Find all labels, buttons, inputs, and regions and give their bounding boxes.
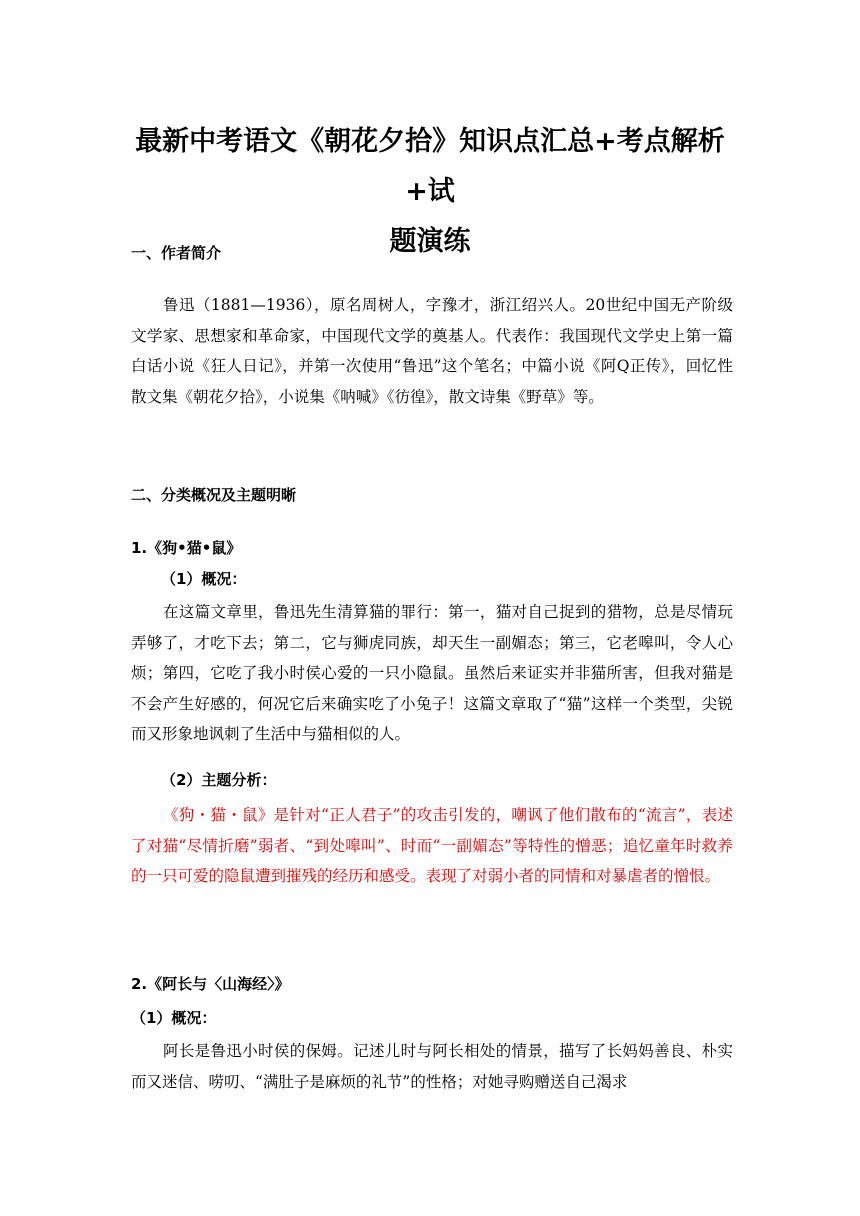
- section-heading-classification: 二、分类概况及主题明晰: [131, 486, 297, 504]
- section-heading-author: 一、作者简介: [131, 244, 222, 262]
- title-line-2: 题演练: [389, 226, 471, 257]
- author-paragraph: 鲁迅（1881—1936），原名周树人，字豫才，浙江绍兴人。20世纪中国无产阶级文学家、思想家和革命家，中国现代文学的奠基人。代表作：我国现代文学史上第一篇白话小说《狂人日记》，并第一次使用“鲁迅”这个笔名；中篇小说《阿Q正传》，回忆性散文集《朝花夕拾》，小说集《呐喊》《彷徨》，散文诗集《野草》等。: [131, 296, 733, 406]
- overview-paragraph: 在这篇文章里，鲁迅先生清算猫的罪行：第一，猫对自己捉到的猎物，总是尽情玩弄够了，才吃下去；第二，它与狮虎同族，却天生一副媚态；第三，它老嗥叫，令人心烦；第四，它吃了我小时侯心爱的一只小隐鼠。虽然后来证实并非猫所害，但我对猫是不会产生好感的，何况它后来确实吃了小兔子！这篇文章取了“猫”这样一个类型，尖锐而又形象地讽刺了生活中与猫相似的人。: [131, 603, 733, 743]
- item-title-dog-cat-mouse: 1.《狗•猫•鼠》: [131, 539, 242, 557]
- title-line-1: 最新中考语文《朝花夕拾》知识点汇总+考点解析+试: [135, 126, 725, 207]
- item-title-a-chang: 2.《阿长与〈山海经〉》: [131, 975, 290, 993]
- overview-paragraph-2: 阿长是鲁迅小时侯的保姆。记述儿时与阿长相处的情景，描写了长妈妈善良、朴实而又迷信、唠叨、“满肚子是麻烦的礼节”的性格；对她寻购赠送自己渴求: [131, 1042, 733, 1091]
- overview-label: （1）概况：: [161, 570, 247, 588]
- theme-label: （2）主题分析：: [161, 771, 277, 789]
- overview-label-2: （1）概况：: [131, 1009, 217, 1027]
- theme-paragraph: 《狗・猫・鼠》是针对“正人君子”的攻击引发的，嘲讽了他们散布的“流言”，表述了对猫“尽情折磨”弱者、“到处嗥叫”、时而“一副媚态”等特性的憎恶；追忆童年时救养的一只可爱的隐鼠遭到摧残的经历和感受。表现了对弱小者的同情和对暴虐者的憎恨。: [131, 806, 733, 885]
